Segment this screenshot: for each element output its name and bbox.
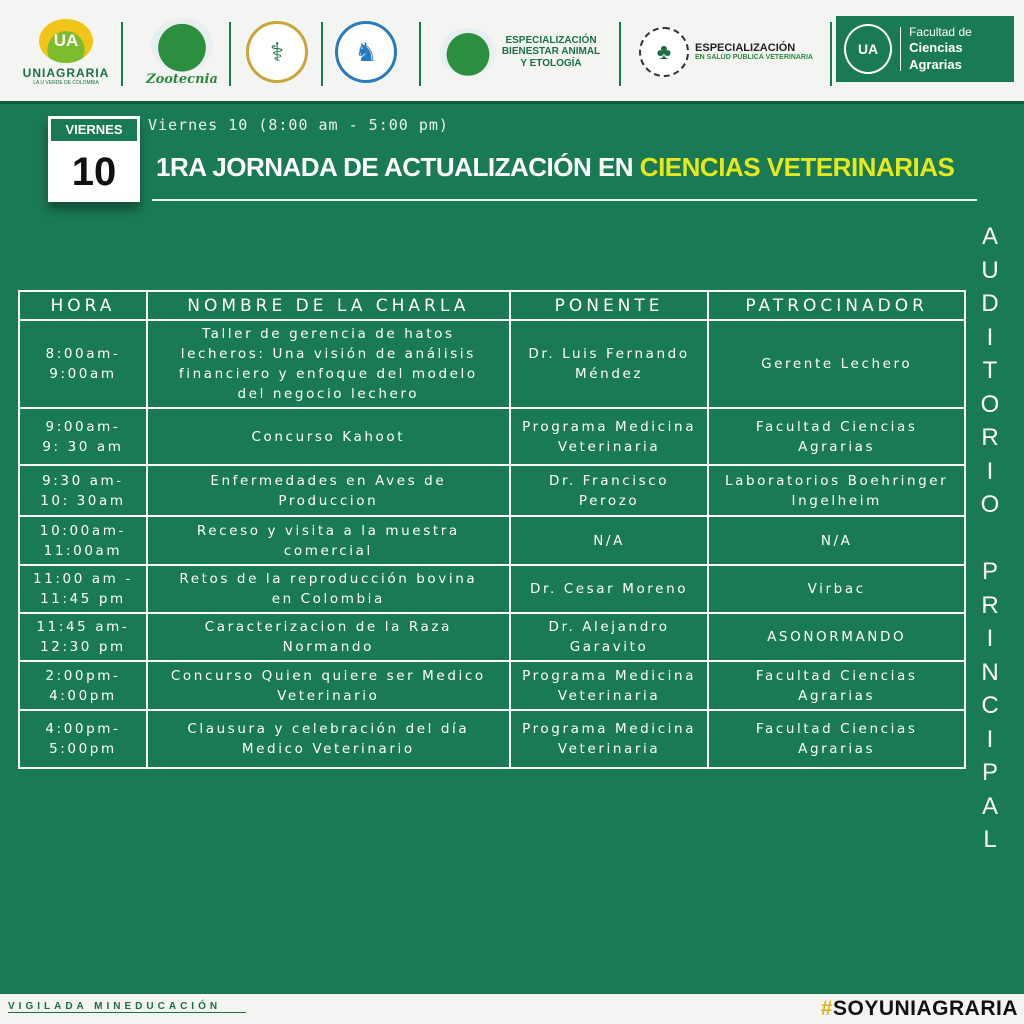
cell-line: financiero y enfoque del modelo	[178, 366, 478, 382]
cell-line: 4:00pm-	[45, 721, 121, 737]
cell-line: Programa Medicina	[522, 418, 697, 435]
cell-line: Agrarias	[798, 687, 876, 704]
cell-patrocinador	[708, 320, 965, 408]
event-title: 1RA JORNADA DE ACTUALIZACIÓN EN CIENCIAS VETERINARIAS	[156, 152, 955, 182]
caduceus-icon: ⚕	[246, 21, 308, 83]
cell-line: del negocio lechero	[237, 386, 420, 402]
bienestar-animal-logo: ESPECIALIZACIÓN BIENESTAR ANIMAL Y ETOLOGÍA	[428, 12, 612, 92]
uniagraria-logo: UA UNIAGRARIA LA U VERDE DE COLOMBIA	[18, 12, 114, 92]
cell-line: Laboratorios Boehringer	[724, 472, 949, 489]
cell-line: Perozo	[578, 492, 640, 509]
zootecnia-logo: Zootecnia	[146, 12, 218, 92]
cell-line: Dr. Luis Fernando	[528, 346, 690, 362]
vigilada-label: VIGILADA MINEDUCACIÓN	[8, 1001, 246, 1013]
cell-ponente	[510, 565, 709, 613]
vertical-letter: U	[981, 256, 999, 284]
header-charla: NOMBRE DE LA CHARLA	[147, 291, 510, 320]
cell-line: 10: 30am	[40, 492, 126, 509]
cell-line: Agrarias	[798, 741, 876, 757]
cell-charla	[147, 320, 510, 408]
cell-line: 8:00am-	[45, 346, 121, 362]
cell-hora	[19, 465, 147, 516]
logo-separator	[419, 22, 421, 86]
cell-hora	[19, 320, 147, 408]
cell-line: Concurso Quien quiere ser Medico	[170, 667, 486, 684]
cell-ponente	[510, 320, 709, 408]
table-row	[19, 408, 965, 465]
logo-strip	[0, 0, 1024, 104]
cell-hora	[19, 516, 147, 565]
vertical-letter: T	[982, 357, 998, 384]
facultad-logo: UA Facultad de Ciencias Agrarias	[836, 16, 1014, 82]
date-weekday: VIERNES	[48, 116, 140, 144]
vertical-letter: I	[986, 323, 994, 351]
cell-charla	[147, 408, 510, 465]
vertical-letter: C	[981, 692, 999, 719]
cell-ponente	[510, 710, 709, 768]
cell-line: 9:00am	[49, 366, 117, 382]
cell-line: 9: 30 am	[42, 438, 124, 455]
cell-patrocinador	[708, 565, 965, 613]
cell-line: Ingelheim	[791, 492, 882, 509]
cell-line: Produccion	[278, 492, 379, 509]
header-patrocinador: PATROCINADOR	[708, 291, 965, 320]
cell-line: en Colombia	[271, 591, 385, 607]
cell-charla	[147, 465, 510, 516]
vertical-letter: P	[981, 759, 998, 786]
cell-line: Programa Medicina	[522, 721, 697, 737]
cell-line: 9:00am-	[45, 418, 121, 435]
cell-line: Méndez	[575, 366, 644, 382]
cell-line: 9:30 am-	[42, 472, 124, 489]
salud-publica-logo: ♣ ESPECIALIZACIÓN EN SALUD PÚBLICA VETERINARIA	[628, 12, 824, 92]
logo-separator	[121, 22, 123, 86]
table-row	[19, 613, 965, 661]
table-row	[19, 320, 965, 408]
cell-patrocinador	[708, 408, 965, 465]
schedule-table	[18, 290, 966, 769]
table-row	[19, 710, 965, 768]
cell-patrocinador	[708, 613, 965, 661]
cell-line: Caracterizacion de la Raza	[204, 619, 452, 635]
cell-line: Garavito	[569, 639, 649, 655]
cell-line: Enfermedades en Aves de	[210, 472, 447, 489]
vertical-letter: A	[981, 792, 998, 820]
cell-line: Veterinaria	[557, 438, 661, 455]
cell-charla	[147, 613, 510, 661]
cell-line: 11:00am	[43, 542, 123, 559]
table-header-row	[19, 291, 965, 320]
cell-line: Facultad Ciencias	[755, 418, 918, 435]
cell-line: Veterinaria	[557, 741, 661, 757]
animal-welfare-seal	[330, 12, 402, 92]
cell-line: 11:45 am-	[36, 619, 130, 635]
cell-line: lecheros: Una visión de análisis	[180, 346, 476, 362]
cell-line: Facultad Ciencias	[755, 721, 918, 737]
cell-line: 2:00pm-	[45, 667, 121, 684]
cell-ponente	[510, 661, 709, 710]
ua-seal-icon: UA	[844, 24, 892, 74]
cell-hora	[19, 408, 147, 465]
cell-hora	[19, 565, 147, 613]
title-divider	[152, 199, 977, 201]
vertical-letter: I	[986, 457, 994, 485]
animals-icon	[440, 28, 496, 76]
cell-line: 11:00 am -	[33, 571, 133, 587]
date-day: 10	[71, 150, 117, 194]
header-hora: HORA	[19, 291, 147, 320]
cell-line: 4:00pm	[49, 687, 117, 704]
cell-patrocinador	[708, 465, 965, 516]
vertical-letter: I	[986, 725, 994, 753]
cell-line: Veterinario	[277, 687, 380, 704]
cell-line: 5:00pm	[49, 741, 117, 757]
date-calendar-tab	[48, 116, 140, 202]
table-row	[19, 661, 965, 710]
cell-ponente	[510, 613, 709, 661]
cell-line: 11:45 pm	[40, 591, 126, 607]
cell-patrocinador	[708, 661, 965, 710]
cell-charla	[147, 710, 510, 768]
cell-charla	[147, 565, 510, 613]
cell-line: 12:30 pm	[40, 639, 126, 655]
vertical-letter: I	[986, 625, 994, 652]
vertical-letter: R	[981, 424, 999, 451]
cell-line: 10:00am-	[39, 522, 126, 539]
table-row	[19, 465, 965, 516]
logo-separator	[321, 22, 323, 86]
cell-patrocinador	[708, 710, 965, 768]
cell-charla	[147, 516, 510, 565]
cell-line: Veterinaria	[557, 687, 661, 704]
cell-line: Retos de la reproducción bovina	[179, 571, 478, 587]
vertical-letter: P	[981, 558, 998, 585]
ua-badge-icon: UA	[39, 19, 93, 63]
logo-separator	[229, 22, 231, 86]
cell-ponente	[510, 408, 709, 465]
cell-line: Concurso Kahoot	[251, 428, 406, 445]
hashtag-label: #SOYUNIAGRARIA	[820, 997, 1018, 1020]
cell-ponente	[510, 516, 709, 565]
cell-line: Programa Medicina	[522, 667, 697, 684]
cell-line: Dr. Cesar Moreno	[530, 581, 689, 597]
cell-hora	[19, 661, 147, 710]
cell-charla	[147, 661, 510, 710]
logo-separator	[619, 22, 621, 86]
table-row	[19, 516, 965, 565]
cell-line: Gerente Lechero	[761, 356, 913, 372]
cell-line: Clausura y celebración del día	[187, 721, 470, 737]
cell-ponente	[510, 465, 709, 516]
cell-hora	[19, 613, 147, 661]
cell-line: N/A	[820, 532, 853, 549]
cell-line: Receso y visita a la muestra	[196, 522, 460, 539]
medicina-veterinaria-seal	[243, 12, 311, 92]
event-title-highlight: CIENCIAS VETERINARIAS	[639, 152, 955, 182]
vertical-letter: O	[980, 390, 1000, 418]
cell-line: Dr. Francisco	[548, 472, 670, 489]
cell-line: Normando	[282, 639, 374, 655]
cell-line: Facultad Ciencias	[755, 667, 918, 684]
tree-icon: ♣	[639, 27, 689, 77]
vertical-letter: N	[981, 658, 999, 686]
cell-line: Medico Veterinario	[241, 741, 415, 757]
cell-line: Dr. Alejandro	[548, 619, 670, 635]
vertical-letter: A	[981, 223, 998, 250]
table-row	[19, 565, 965, 613]
footer-bar	[0, 994, 1024, 1024]
cell-line: Taller de gerencia de hatos	[202, 326, 455, 342]
event-subtitle: Viernes 10 (8:00 am - 5:00 pm)	[148, 116, 449, 134]
vertical-letter: O	[980, 491, 1000, 518]
cell-line: N/A	[593, 532, 625, 549]
vertical-letter: D	[981, 290, 999, 317]
header-ponente: PONENTE	[510, 291, 709, 320]
logo-separator	[830, 22, 832, 86]
cell-line: Agrarias	[798, 438, 876, 455]
location-vertical-label	[975, 220, 1005, 857]
vertical-letter: L	[983, 826, 997, 853]
cow-icon	[151, 18, 213, 72]
cell-patrocinador	[708, 516, 965, 565]
horse-icon: ♞	[335, 21, 397, 83]
cell-line: comercial	[283, 542, 373, 559]
cell-hora	[19, 710, 147, 768]
cell-line: Virbac	[807, 581, 866, 597]
vertical-letter: R	[981, 591, 999, 619]
cell-line: ASONORMANDO	[767, 629, 907, 645]
